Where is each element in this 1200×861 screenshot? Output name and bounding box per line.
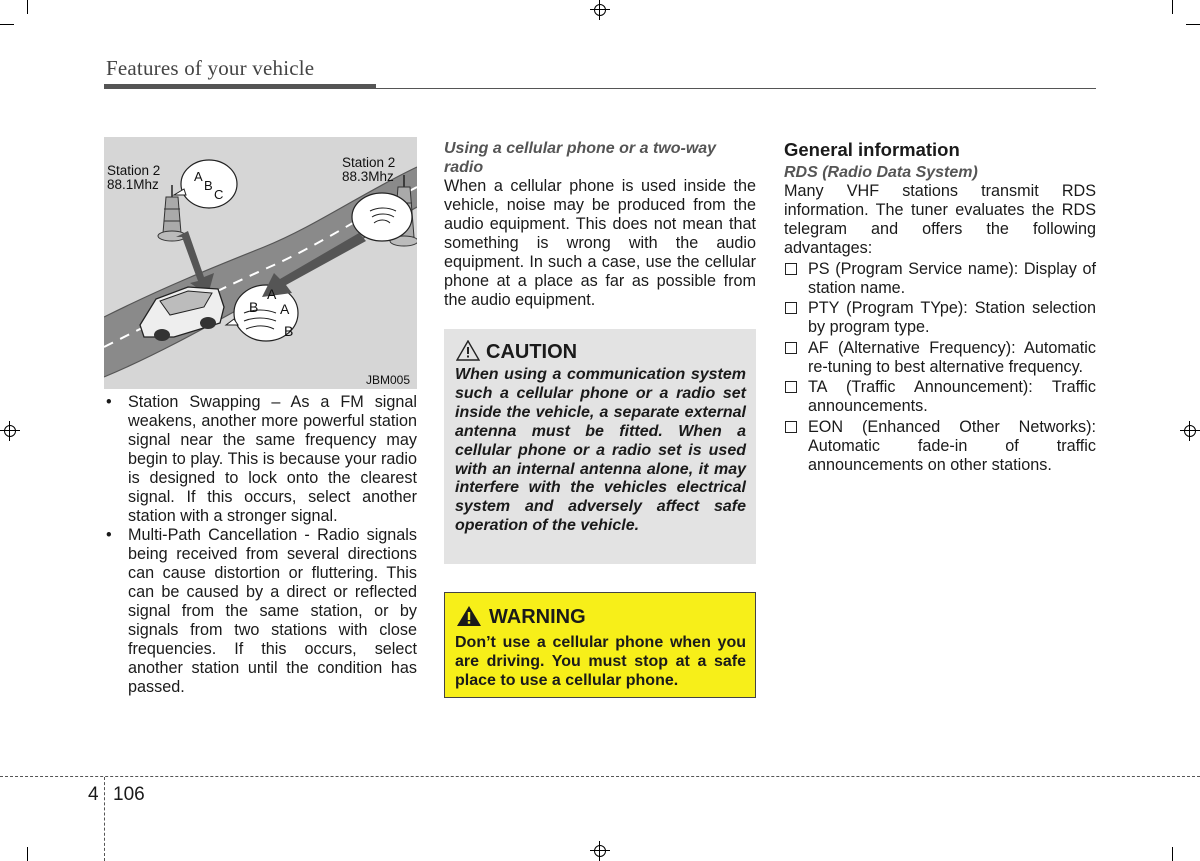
feature-list (784, 260, 1096, 475)
registration-mark (590, 841, 610, 861)
footer-divider (104, 777, 105, 861)
warning-title: WARNING (489, 606, 586, 628)
caution-triangle-icon (456, 340, 480, 361)
checkbox-icon (785, 342, 797, 354)
bubble-letter: B (284, 323, 294, 339)
column-middle (444, 139, 756, 310)
list-item-text: EON (Enhanced Other Networks): Automatic fade-in of traffic announcements on other stations. (808, 417, 1096, 474)
column-right (784, 139, 1096, 475)
list-item-text: Multi-Path Cancellation - Radio signals being received from several directions can cause distortion or fluttering. This can be caused by a direct or reflected signal from the same station, or by signals from two stations with close frequencies. If this occurs, select another station until the condition has passed. (128, 526, 417, 696)
bubble-letter: A (194, 169, 203, 184)
crop-mark (27, 847, 28, 861)
list-item (784, 260, 1096, 298)
registration-mark (590, 0, 610, 20)
bullet-dot: • (106, 393, 112, 411)
list-item (784, 339, 1096, 377)
header-rule (376, 88, 1096, 89)
registration-mark (1180, 421, 1200, 441)
bubble-letter: A (267, 286, 277, 302)
bubble-letter: C (214, 187, 224, 202)
warning-box (444, 592, 756, 698)
section-title: General information (784, 139, 960, 160)
paragraph: Many VHF stations transmit RDS information. The tuner evaluates the RDS telegram and offers the following advantages: (784, 182, 1096, 257)
crop-mark (0, 24, 14, 25)
checkbox-icon (785, 381, 797, 393)
list-item-text: PS (Program Service name): Display of station name. (808, 259, 1096, 297)
checkbox-icon (785, 302, 797, 314)
list-item (104, 393, 417, 526)
bubble-letter: B (249, 299, 259, 315)
bubble-letter: B (204, 178, 213, 193)
bullet-dot: • (106, 526, 112, 544)
checkbox-icon (785, 421, 797, 433)
caution-text: When using a communication system such a cellular phone or a radio set inside the vehicle, a separate external antenna must be fitted. When a cellular phone or a radio set is used with an internal antenna alone, it may interfere with the vehicles electrical system and adversely affect safe operation of the vehicle. (455, 366, 746, 535)
station-freq-right: 88.3Mhz (342, 169, 394, 184)
station-label-left: Station 2 (107, 163, 161, 178)
warning-text: Don’t use a cellular phone when you are driving. You must stop at a safe place to use a cellular phone. (455, 634, 746, 689)
section-subtitle: RDS (Radio Data System) (784, 164, 978, 181)
caution-box (444, 329, 756, 564)
bubble-letter: A (280, 301, 290, 317)
footer-rule (0, 776, 1200, 777)
caution-title: CAUTION (486, 341, 578, 363)
list-item (784, 378, 1096, 416)
crop-mark (27, 0, 28, 14)
list-item (104, 526, 417, 697)
warning-triangle-icon (456, 605, 482, 627)
crop-mark (1172, 0, 1173, 14)
paragraph: When a cellular phone is used inside the vehicle, noise may be produced from the audio equipment. This does not mean that something is wrong with the audio equipment. In such a case, use the cellular phone at a place as far as possible from the audio equipment. (444, 177, 756, 309)
checkbox-icon (785, 263, 797, 275)
registration-mark (0, 421, 20, 441)
list-item (784, 299, 1096, 337)
station-freq-left: 88.1Mhz (107, 177, 159, 192)
header-rule (104, 84, 376, 89)
section-heading: Using a cellular phone or a two-way radio (444, 140, 717, 176)
crop-mark (1172, 847, 1173, 861)
list-item (784, 418, 1096, 475)
radio-reception-illustration (104, 137, 417, 389)
crop-mark (1186, 24, 1200, 25)
figure-code: JBM005 (366, 373, 411, 387)
list-item-text: AF (Alternative Frequency): Automatic re-tuning to best alternative frequency. (808, 338, 1096, 376)
column-left (104, 393, 417, 697)
page-number: 106 (113, 784, 145, 805)
page-header-title: Features of your vehicle (106, 56, 315, 80)
list-item-text: PTY (Program TYpe): Station selection by program type. (808, 299, 1096, 336)
bullet-list (104, 393, 417, 697)
station-label-right: Station 2 (342, 155, 396, 170)
list-item-text: Station Swapping – As a FM signal weakens, another more powerful station signal near the same frequency may begin to play. This is because your radio is designed to lock onto the clearest signal. If this occurs, select another station with a stronger signal. (128, 393, 417, 525)
chapter-number: 4 (88, 784, 99, 805)
list-item-text: TA (Traffic Announcement): Traffic announcements. (808, 378, 1096, 415)
